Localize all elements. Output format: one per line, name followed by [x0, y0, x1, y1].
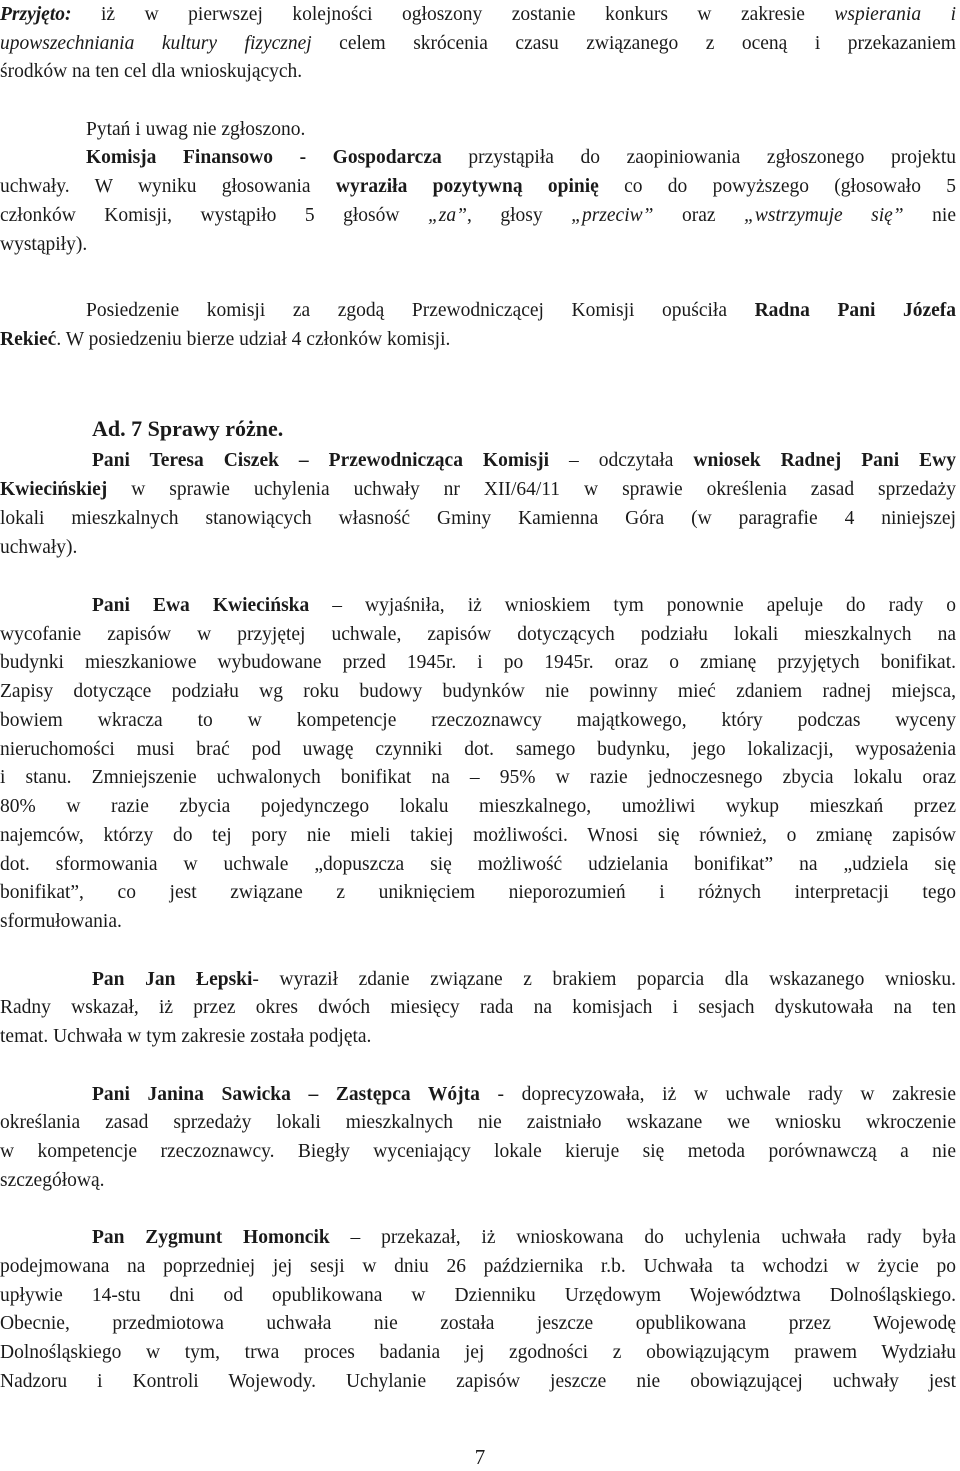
paragraph-no-questions: Pytań i uwag nie zgłoszono.	[86, 119, 306, 140]
text-line: Nadzoru i Kontroli Wojewody. Uchylanie zapisów jeszcze nie obowiązującej uchwały jest	[0, 1371, 956, 1392]
text-line: Pan Jan Łepski- wyraził zdanie związane z brakiem poparcia dla wskazanego wniosku.	[92, 969, 956, 990]
text-line: Zapisy dotyczące podziału wg roku budowy budynków nie powinny mieć zdaniem radnej miejsca,	[0, 681, 956, 702]
text-line: upływie 14-stu dni od opublikowana w Dzienniku Urzędowym Województwa Dolnośląskiego.	[0, 1285, 956, 1306]
page-number: 7	[474, 1445, 486, 1469]
text-line: Posiedzenie komisji za zgodą Przewodniczącej Komisji opuściła Radna Pani Józefa	[86, 300, 957, 321]
text-line: najemców, którzy do tej pory nie mieli takiej możliwości. Wnosi się również, o zmianę zapisów	[0, 825, 956, 846]
text-line: uchwały. W wyniku głosowania wyraziła pozytywną opinię co do powyższego (głosowało 5	[0, 176, 956, 197]
text-line: Przyjęto: iż w pierwszej kolejności ogłoszony zostanie konkurs w zakresie wspierania i	[0, 4, 957, 25]
text-line: Pani Teresa Ciszek – Przewodnicząca Komisji – odczytała wniosek Radnej Pani Ewy	[92, 450, 956, 471]
text-line: bowiem wkracza to w kompetencje rzeczoznawcy majątkowego, który podczas wyceny	[0, 710, 956, 731]
text-line: temat. Uchwała w tym zakresie została podjęta.	[0, 1026, 372, 1047]
text-line: Pan Zygmunt Homoncik – przekazał, iż wnioskowana do uchylenia uchwała rady była	[92, 1227, 956, 1248]
text-line: lokali mieszkalnych stanowiących własność Gminy Kamienna Góra (w paragrafie 4 niniejszej	[0, 508, 956, 529]
text-line: Pani Janina Sawicka – Zastępca Wójta - doprecyzowała, iż w uchwale rady w zakresie	[92, 1084, 956, 1105]
text-line: upowszechniania kultury fizycznej celem skrócenia czasu związanego z oceną i przekazaniem	[0, 33, 956, 54]
text-line: określania zasad sprzedaży lokali mieszkalnych nie zaistniało wskazane we wniosku wkroczenie	[0, 1112, 956, 1133]
text-line: Obecnie, przedmiotowa uchwała nie została jeszcze opublikowana przez Wojewodę	[0, 1313, 956, 1334]
text-line: Komisja Finansowo - Gospodarcza przystąpiła do zaopiniowania zgłoszonego projektu	[86, 147, 956, 168]
text-line: budynki mieszkaniowe wybudowane przed 1945r. i po 1945r. oraz o zmianę przyjętych bonifikat.	[0, 652, 956, 673]
text-line: Radny wskazał, iż przez okres dwóch miesięcy rada na komisjach i sesjach dyskutowała na ten	[0, 997, 956, 1018]
text-line: podejmowana na poprzedniej jej sesji w dniu 26 października r.b. Uchwała ta wchodzi w życie po	[0, 1256, 956, 1277]
text-line: środków na ten cel dla wnioskujących.	[0, 61, 303, 82]
text-line: członków Komisji, wystąpiło 5 głosów „za”, głosy „przeciw” oraz „wstrzymuje się” nie	[0, 205, 956, 226]
text-line: dot. sformowania w uchwale „dopuszcza się możliwość udzielania bonifikat” na „udziela się	[0, 854, 956, 875]
text-line: bonifikat”, co jest związane z uniknięciem nieporozumień i różnych interpretacji tego	[0, 882, 956, 903]
text-line: Pani Ewa Kwiecińska – wyjaśniła, iż wnioskiem tym ponownie apeluje do rady o	[92, 595, 957, 616]
text-line: w kompetencje rzeczoznawcy. Biegły wyceniający lokale kieruje się metoda porównawczą a nie	[0, 1141, 956, 1162]
section-heading: Ad. 7 Sprawy różne.	[92, 416, 284, 441]
text-line: Rekieć. W posiedzeniu bierze udział 4 członków komisji.	[0, 329, 451, 350]
text-line: sformułowania.	[0, 911, 122, 932]
text-line: 80% w razie zbycia pojedynczego lokalu mieszkalnego, umożliwi wykup mieszkań przez	[0, 796, 956, 817]
text-line: nieruchomości musi brać pod uwagę czynniki dot. samego budynku, jego lokalizacji, wyposażenia	[0, 739, 956, 760]
text-line: szczegółową.	[0, 1170, 105, 1191]
text-line: Kwiecińskiej w sprawie uchylenia uchwały nr XII/64/11 w sprawie określenia zasad sprzedaży	[0, 479, 956, 500]
text-line: Dolnośląskiego w tym, trwa proces badania jej zgodności z obowiązującym prawem Wydziału	[0, 1342, 956, 1363]
text-line: wystąpiły).	[0, 234, 88, 255]
text-line: i stanu. Zmniejszenie uchwalonych bonifikat na – 95% w razie jednoczesnego zbycia lokalu oraz	[0, 767, 956, 788]
text-line: uchwały).	[0, 537, 78, 558]
text-line: wycofanie zapisów w przyjętej uchwale, zapisów dotyczących podziału lokali mieszkalnych na	[0, 624, 956, 645]
